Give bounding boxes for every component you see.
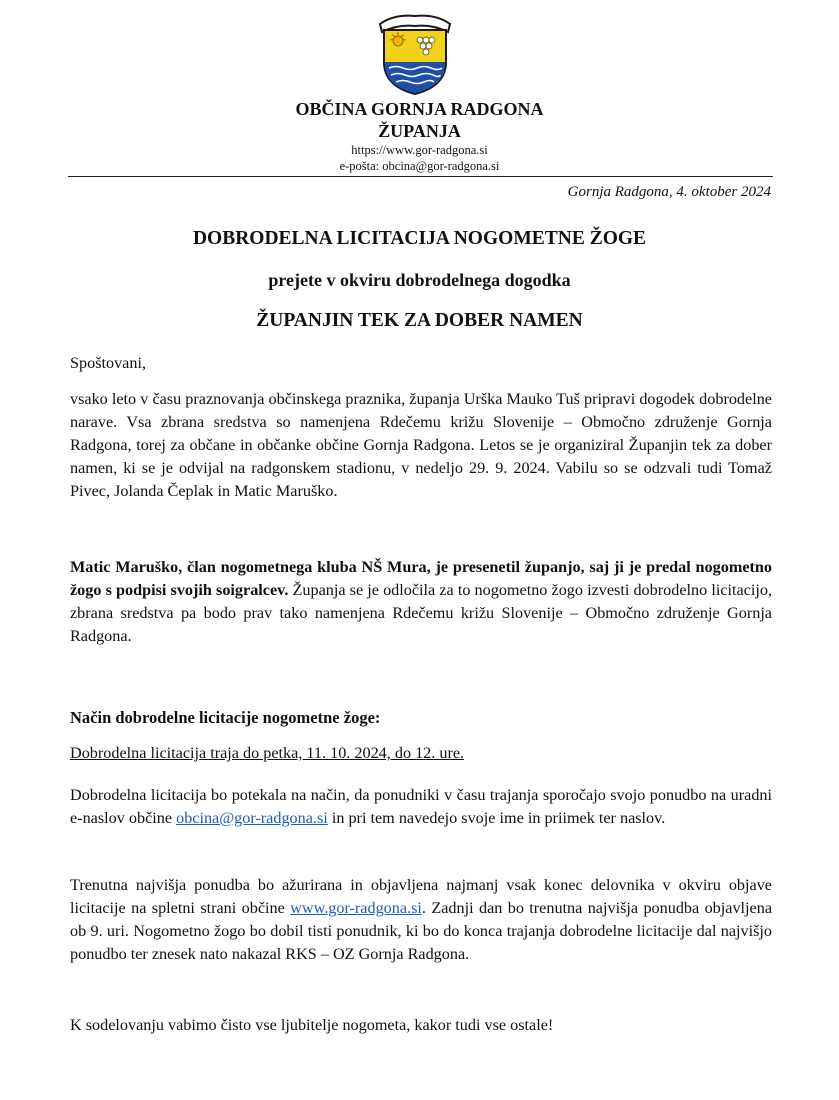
website-link[interactable]: www.gor-radgona.si bbox=[290, 899, 422, 917]
paragraph-ball-gift-bold: Matic Maruško, član nogometnega kluba NŠ Mura, je presenetil županjo, saj ji je predal nogometno žogo s podpisi svojih soigralcev. bbox=[70, 558, 772, 599]
office-name: ŽUPANJA bbox=[378, 121, 461, 141]
paragraph-ball-gift bbox=[70, 556, 772, 648]
municipality-name: OBČINA GORNJA RADGONA bbox=[295, 99, 544, 119]
paragraph-highest-bid bbox=[70, 874, 772, 966]
coat-of-arms-icon bbox=[374, 10, 456, 96]
greeting: Spoštovani, bbox=[70, 354, 146, 372]
document-title: DOBRODELNA LICITACIJA NOGOMETNE ŽOGE bbox=[192, 228, 647, 249]
website-line[interactable]: https://www.gor-radgona.si bbox=[351, 143, 488, 157]
email-line[interactable]: e-pošta: obcina@gor-radgona.si bbox=[339, 159, 500, 173]
section-heading: Način dobrodelne licitacije nogometne žoge: bbox=[70, 708, 381, 727]
event-title: ŽUPANJIN TEK ZA DOBER NAMEN bbox=[256, 310, 583, 331]
letterhead bbox=[0, 98, 839, 174]
email-link[interactable]: obcina@gor-radgona.si bbox=[176, 809, 328, 827]
paragraph-highest-bid-text-2: . Zadnji dan bo trenutna najvišja ponudba objavljena ob 9. uri. Nogometno žogo bo dobil tisti ponudnik, ki bo do konca trajanja dobrodelne licitacije dal najvišjo ponudbo ter znesek nato nakazal RKS – OZ Gornja Radgona. bbox=[70, 899, 773, 963]
paragraph-highest-bid-text-1: Trenutna najvišja ponudba bo ažurirana in objavljena najmanj vsak konec delovnika v okviru objave licitacije na spletni strani občine bbox=[70, 876, 772, 917]
paragraph-intro: vsako leto v času praznovanja občinskega praznika, županja Urška Mauko Tuš pripravi dogodek dobrodelne narave. Vsa zbrana sredstva so namenjena Rdečemu križu Slovenije – Območno združenje Gornja Radgona, torej za občane in občanke občine Gornja Radgona. Letos se je organiziral Županjin tek za dober namen, ki se je odvijal na radgonskem stadionu, v nedeljo 29. 9. 2024. Vabilu so se odzvali tudi Tomaž Pivec, Jolanda Čeplak in Matic Maruško. bbox=[70, 390, 772, 500]
closing-invitation: K sodelovanju vabimo čisto vse ljubitelje nogometa, kakor tudi vse ostale! bbox=[70, 1016, 554, 1034]
header-divider bbox=[68, 176, 773, 177]
paragraph-bidding-text-2: in pri tem navedejo svoje ime in priimek ter naslov. bbox=[327, 809, 666, 827]
paragraph-ball-gift-rest: Županja se je odločila za to nogometno žogo izvesti dobrodelno licitacijo, zbrana sredstva pa bodo prav tako namenjena Rdečemu križu Slovenije – Območno združenje Gornja Radgona. bbox=[70, 581, 772, 645]
auction-deadline: Dobrodelna licitacija traja do petka, 11. 10. 2024, do 12. ure. bbox=[70, 744, 465, 762]
paragraph-bidding bbox=[70, 784, 772, 830]
document-subtitle: prejete v okviru dobrodelnega dogodka bbox=[268, 270, 571, 290]
document-date: Gornja Radgona, 4. oktober 2024 bbox=[567, 184, 771, 200]
paragraph-bidding-text-1: Dobrodelna licitacija bo potekala na način, da ponudniki v času trajanja sporočajo svojo ponudbo na uradni e-naslov občine bbox=[70, 786, 772, 827]
